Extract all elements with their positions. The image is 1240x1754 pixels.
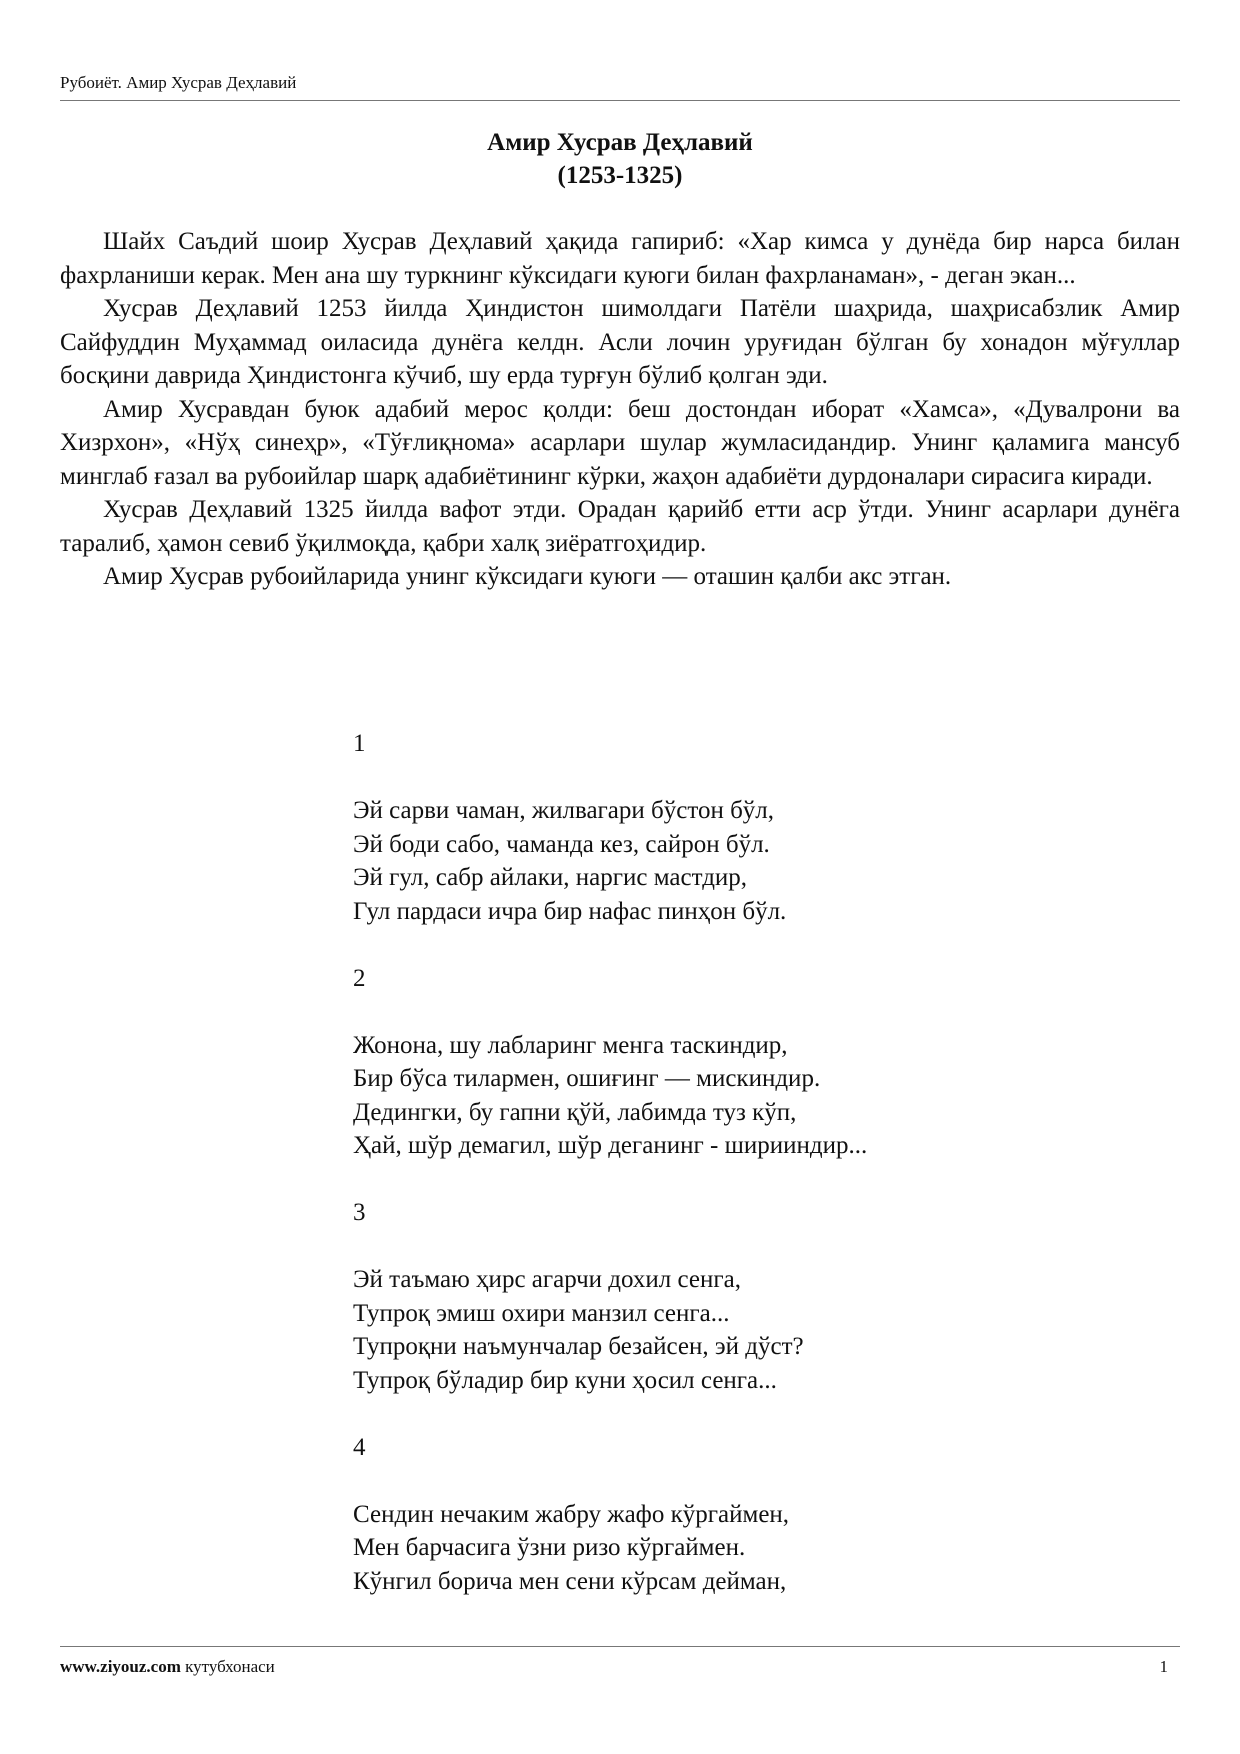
intro-paragraph: Амир Хусравдан буюк адабий мерос қолди: беш достондан иборат «Хамса», «Дувалрони ва Хизрхон», «Нўҳ синеҳр», «Тўғлиқнома» асарлари шулар жумласидандир. Унинг қаламига мансуб минглаб ғазал ва рубоийлар шарқ адабиётининг кўрки, жаҳон адабиёти дурдоналари сирасига киради. xyxy=(60,395,1180,490)
rubai-number: 1 xyxy=(353,730,366,757)
intro-paragraph: Хусрав Деҳлавий 1325 йилда вафот этди. Орадан қарийб етти аср ўтди. Унинг асарлари дунёга таралиб, ҳамон севиб ўқилмоқда, қабри халқ зиёратгоҳидир. xyxy=(60,496,1180,557)
footer-site-link[interactable]: www.ziyouz.com xyxy=(60,1657,181,1676)
rubai-2 xyxy=(353,962,867,1163)
verse-line: Мен барчасига ўзни ризо кўргаймен. xyxy=(353,1534,746,1561)
verse-line: Тупроқ эмиш охири манзил сенга... xyxy=(353,1299,730,1327)
verse-line: Эй таъмаю ҳирс агарчи дохил сенга, xyxy=(353,1266,741,1293)
verse-line: Тупроқ бўладир бир куни ҳосил сенга... xyxy=(353,1366,777,1394)
intro-paragraph: Шайх Саъдий шоир Хусрав Деҳлавий ҳақида гапириб: «Хар кимса у дунёда бир нарса билан фахрланиши керак. Мен ана шу туркнинг кўксидаги куюги билан фахрланаман», - деган экан... xyxy=(60,228,1180,289)
rubai-number: 3 xyxy=(353,1199,366,1226)
footer-library-label: кутубхонаси xyxy=(180,1657,275,1676)
verse-line: Эй боди сабо, чаманда кез, сайрон бўл. xyxy=(353,830,770,858)
rubai-number: 2 xyxy=(353,964,366,992)
rubai-1 xyxy=(353,727,867,928)
running-header xyxy=(60,72,1180,101)
intro-paragraph: Хусрав Деҳлавий 1253 йилда Ҳиндистон шимолдаги Патёли шаҳрида, шаҳрисабзлик Амир Сайфуддин Муҳаммад оиласида дунёга келдн. Асли лочин уруғидан бўлган бу хонадон мўғуллар босқини даврида Ҳиндистонга кўчиб, шу ерда турғун бўлиб қолган эди. xyxy=(60,295,1180,389)
verse-line: Ҳай, шўр демагил, шўр деганинг - ширииндир... xyxy=(353,1132,868,1159)
verse-line: Бир бўса тилармен, ошиғинг — мискиндир. xyxy=(353,1065,821,1092)
intro-paragraph: Амир Хусрав рубоийларида унинг кўксидаги куюги — оташин қалби акс этган. xyxy=(103,563,952,590)
page-number: 1 xyxy=(1159,1657,1168,1676)
verse-line: Эй гул, сабр айлаки, наргис мастдир, xyxy=(353,864,748,891)
verse-line: Эй сарви чаман, жилвагари бўстон бўл, xyxy=(353,797,775,824)
rubai-3 xyxy=(353,1196,867,1397)
verse-line: Жонона, шу лабларинг менга таскиндир, xyxy=(353,1031,788,1059)
verse-line: Гул пардаси ичра бир нафас пинҳон бўл. xyxy=(353,897,787,925)
running-title: Рубоиёт. Амир Хусрав Деҳлавий xyxy=(60,73,297,92)
verse-line: Кўнгил борича мен сени кўрсам дейман, xyxy=(353,1567,787,1595)
rubai-number: 4 xyxy=(353,1433,366,1461)
document-title xyxy=(0,126,1240,192)
verse-line: Сендин нечаким жабру жафо кўргаймен, xyxy=(353,1500,790,1528)
verse-line: Дедингки, бу гапни қўй, лабимда туз кўп, xyxy=(353,1098,797,1126)
verse-line: Тупроқни наъмунчалар безайсен, эй дўст? xyxy=(353,1333,804,1360)
rubai-list xyxy=(353,727,867,1632)
page-footer xyxy=(60,1646,1180,1678)
author-name: Амир Хусрав Деҳлавий xyxy=(487,129,753,156)
rubai-4 xyxy=(353,1431,867,1599)
author-years: (1253-1325) xyxy=(557,162,683,189)
intro-text xyxy=(60,225,1180,594)
